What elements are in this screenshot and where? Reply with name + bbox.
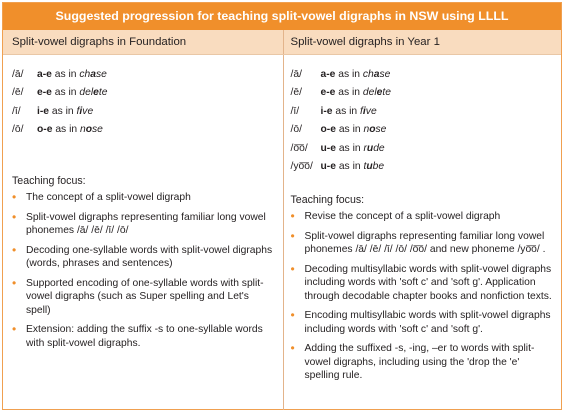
grapheme: a-e [320, 68, 336, 80]
grapheme: a-e [37, 68, 52, 80]
digraph-row [12, 65, 275, 84]
list-item: • Extension: adding the suffix -s to one-syllable words with split-vowel digraphs. [12, 323, 275, 350]
example-word: chase [362, 68, 391, 80]
header-foundation: Split-vowel digraphs in Foundation [12, 36, 187, 48]
teaching-focus-list [12, 191, 275, 350]
phoneme: /ē/ [12, 87, 24, 99]
example-word: delete [79, 87, 108, 99]
digraph-row [291, 158, 554, 177]
grapheme: u-e [320, 142, 336, 154]
as-in: as in [335, 105, 358, 117]
table-body [3, 55, 561, 410]
phoneme: /ī/ [290, 105, 300, 117]
phoneme: /ā/ [290, 68, 302, 80]
list-item: • Adding the suffixed -s, -ing, –er to words with split-vowel digraphs, including using the 'drop the 'e' spelling rule. [291, 342, 554, 383]
grapheme: e-e [37, 87, 52, 99]
as-in: as in [338, 161, 361, 173]
phoneme: /ō/ [290, 124, 302, 136]
foundation-column [3, 55, 283, 410]
phoneme: /ī/ [12, 105, 21, 117]
year1-column [283, 55, 562, 410]
list-item: • Encoding multisyllabic words with split-vowel digraphs including words with 'soft c' and 'soft g'. [291, 309, 554, 336]
progression-table [2, 2, 562, 410]
list-item: • Split-vowel digraphs representing familiar long vowel phonemes /ā/ /ē/ /ī/ /ō/ [12, 211, 275, 238]
digraph-row [291, 139, 554, 158]
list-item: • The concept of a split-vowel digraph [12, 191, 275, 205]
list-item: • Supported encoding of one-syllable words with split-vowel digraphs (such as Super spelling and Let's spell) [12, 277, 275, 318]
as-in: as in [55, 124, 78, 136]
digraph-row [12, 84, 275, 103]
example-word: nose [363, 124, 387, 136]
digraph-row [291, 65, 554, 84]
example-word: nose [79, 124, 103, 136]
grapheme: o-e [37, 124, 53, 136]
grapheme: i-e [320, 105, 333, 117]
digraph-row [291, 84, 554, 103]
digraph-row [291, 121, 554, 140]
example-word: tube [363, 161, 385, 173]
table-title: Suggested progression for teaching split-vowel digraphs in NSW using LLLL [3, 3, 561, 30]
list-item: • Revise the concept of a split-vowel digraph [291, 210, 554, 224]
as-in: as in [338, 87, 361, 99]
digraph-row [291, 102, 554, 121]
list-item: • Decoding one-syllable words with split-vowel digraphs (words, phrases and sentences) [12, 244, 275, 271]
grapheme: u-e [320, 161, 336, 173]
as-in: as in [54, 87, 77, 99]
list-item: • Split-vowel digraphs representing familiar long vowel phonemes /ā/ /ē/ /ī/ /ō/ /o͞o/ and new phoneme /yo͞o/ . [291, 230, 554, 257]
phoneme: /ō/ [12, 124, 24, 136]
phoneme: /ā/ [12, 68, 24, 80]
digraph-row [12, 102, 275, 121]
example-word: delete [362, 87, 391, 99]
phoneme: /ē/ [290, 87, 302, 99]
example-word: five [360, 105, 377, 117]
phoneme: /o͞o/ [290, 142, 308, 154]
example-word: chase [79, 68, 107, 80]
as-in: as in [338, 124, 361, 136]
example-word: five [76, 105, 94, 117]
as-in: as in [338, 142, 361, 154]
example-word: rude [363, 142, 385, 154]
teaching-focus-list [291, 210, 554, 383]
teaching-focus-label: Teaching focus: [290, 194, 365, 206]
list-item: • Decoding multisyllabic words with split-vowel digraphs including words with 'soft c' and 'soft g'. Application through decodable chapter books and nonfiction texts. [291, 263, 554, 304]
as-in: as in [51, 105, 74, 117]
digraph-row [12, 121, 275, 140]
as-in: as in [338, 68, 361, 80]
grapheme: e-e [320, 87, 336, 99]
teaching-focus-label: Teaching focus: [12, 175, 86, 187]
header-year1: Split-vowel digraphs in Year 1 [283, 30, 562, 54]
phoneme: /yo͞o/ [290, 161, 313, 173]
as-in: as in [54, 68, 77, 80]
grapheme: o-e [320, 124, 336, 136]
table-header-row [3, 30, 561, 55]
grapheme: i-e [37, 105, 50, 117]
